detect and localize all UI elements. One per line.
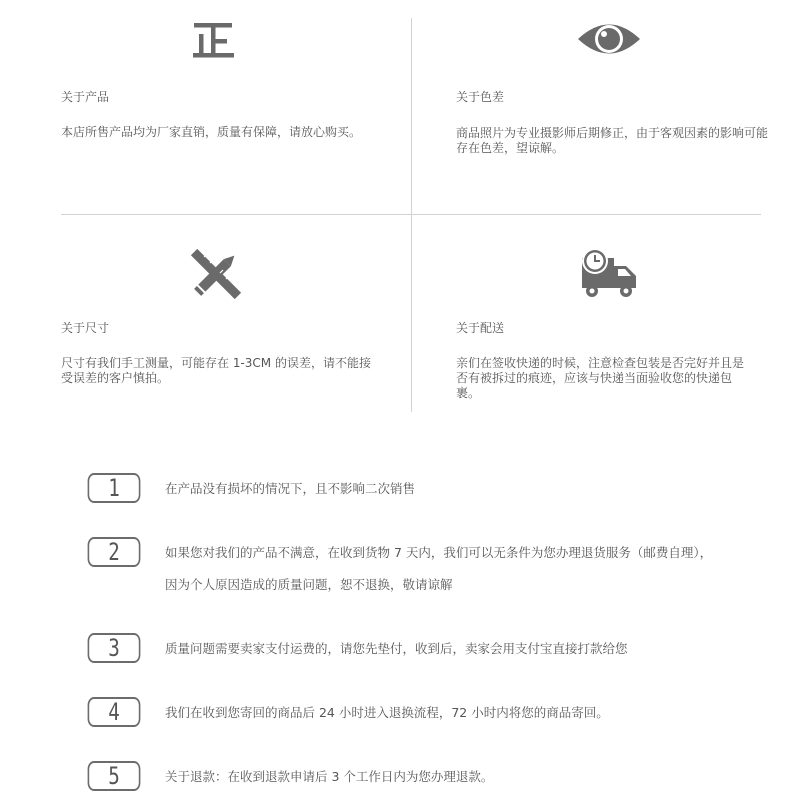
info-title: 关于色差 (456, 90, 505, 104)
info-description: 商品照片为专业摄影师后期修正，由于客观因素的影响可能存在色差，望谅解。 (456, 126, 769, 155)
eye-icon (576, 18, 642, 60)
number-badge: 1 (88, 473, 141, 503)
info-description: 亲们在签收快递的时候，注意检查包装是否完好并且是否有被拆过的痕迹，应该与快递当面验收您的快递包裹。 (456, 356, 745, 400)
policy-text: 质量问题需要卖家支付运费的，请您先垫付，收到后，卖家会用支付宝直接打款给您 (165, 641, 628, 656)
policy-text: 如果您对我们的产品不满意，在收到货物 7 天内，我们可以无条件为您办理退货服务（邮费自理）， (165, 545, 713, 560)
info-description: 本店所售产品均为厂家直销，质量有保障，请放心购买。 (61, 125, 362, 139)
policy-text: 关于退款：在收到退款申请后 3 个工作日内为您办理退款。 (165, 769, 494, 784)
info-title: 关于产品 (61, 90, 110, 104)
info-title: 关于尺寸 (61, 321, 110, 335)
info-title: 关于配送 (456, 321, 505, 335)
delivery-truck-clock-icon (580, 246, 640, 300)
number-badge: 5 (88, 761, 141, 791)
vertical-divider (411, 18, 412, 412)
number-badge: 2 (88, 537, 141, 567)
genuine-zheng-icon (192, 20, 236, 60)
horizontal-divider (61, 214, 761, 215)
info-description: 尺寸有我们手工测量，可能存在 1-3CM 的误差，请不能接受误差的客户慎拍。 (61, 356, 371, 385)
number-badge: 4 (88, 697, 141, 727)
ruler-pencil-icon (188, 246, 244, 302)
number-badge: 3 (88, 633, 141, 663)
policy-text: 我们在收到您寄回的商品后 24 小时进入退换流程，72 小时内将您的商品寄回。 (165, 705, 609, 720)
policy-text: 因为个人原因造成的质量问题，恕不退换，敬请谅解 (165, 577, 453, 592)
policy-text: 在产品没有损坏的情况下，且不影响二次销售 (165, 481, 416, 496)
